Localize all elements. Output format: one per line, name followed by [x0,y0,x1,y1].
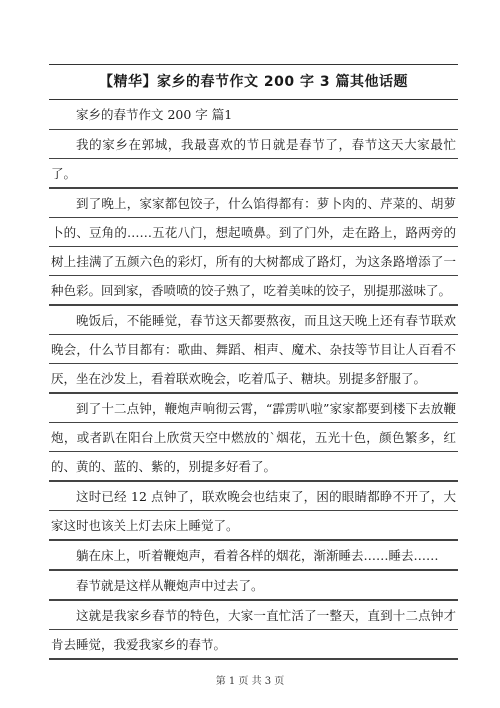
document-title: 【精华】家乡的春节作文 200 字 3 篇其他话题 [49,64,458,100]
paragraph: 这就是我家乡春节的特色，大家一直忙活了一整天，直到十二点钟才肯去睡觉，我爱我家乡的春节。 [49,601,458,659]
paragraph: 我的家乡在郭城，我最喜欢的节日就是春节了，春节这天大家最忙了。 [49,130,458,188]
essay-subtitle: 家乡的春节作文 200 字 篇1 [76,107,233,122]
page-footer: 第 1 页 共 3 页 [215,676,285,687]
paragraph: 到了十二点钟，鞭炮声响彻云霄，“霹雳叭啦”家家都要到楼下去放鞭炮，或者趴在阳台上欣赏天空中燃放的`烟花，五光十色，颜色繁多，红的、黄的、蓝的、紫的，别提多好看了。 [49,394,458,481]
paragraph: 晚饭后，不能睡觉，春节这天都要熬夜，而且这天晚上还有春节联欢晚会，什么节目都有：歌曲、舞蹈、相声、魔术、杂技等节目让人百看不厌，坐在沙发上，看着联欢晚会，吃着瓜子、糖块。别提多舒服了。 [49,306,458,393]
paragraph-block [49,601,458,660]
paragraph: 躺在床上，听着鞭炮声，看着各样的烟花，渐渐睡去……睡去…… [49,541,458,570]
essay-subtitle-block [49,100,458,130]
paragraph: 到了晚上，家家都包饺子，什么馅得都有：萝卜肉的、芹菜的、胡萝卜的、豆角的……五花八门，想起喷鼻。到了门外，走在路上，路两旁的树上挂满了五颜六色的彩灯，所有的大树都成了路灯，为这条路增添了一种色彩。回到家，香喷喷的饺子熟了，吃着美味的饺子，别提那滋味了。 [49,189,458,305]
document-sheet [49,64,458,660]
paragraph-block [49,130,458,189]
paragraph: 这时已经 12 点钟了，联欢晚会也结束了，困的眼睛都睁不开了，大家这时也该关上灯去床上睡觉了。 [49,482,458,540]
paragraph-block [49,541,458,571]
paragraph-block [49,394,458,482]
paragraph-block [49,306,458,394]
paragraph: 春节就是这样从鞭炮声中过去了。 [49,571,458,600]
paragraph-block [49,482,458,541]
paragraph-block [49,189,458,306]
paragraph-block [49,571,458,601]
